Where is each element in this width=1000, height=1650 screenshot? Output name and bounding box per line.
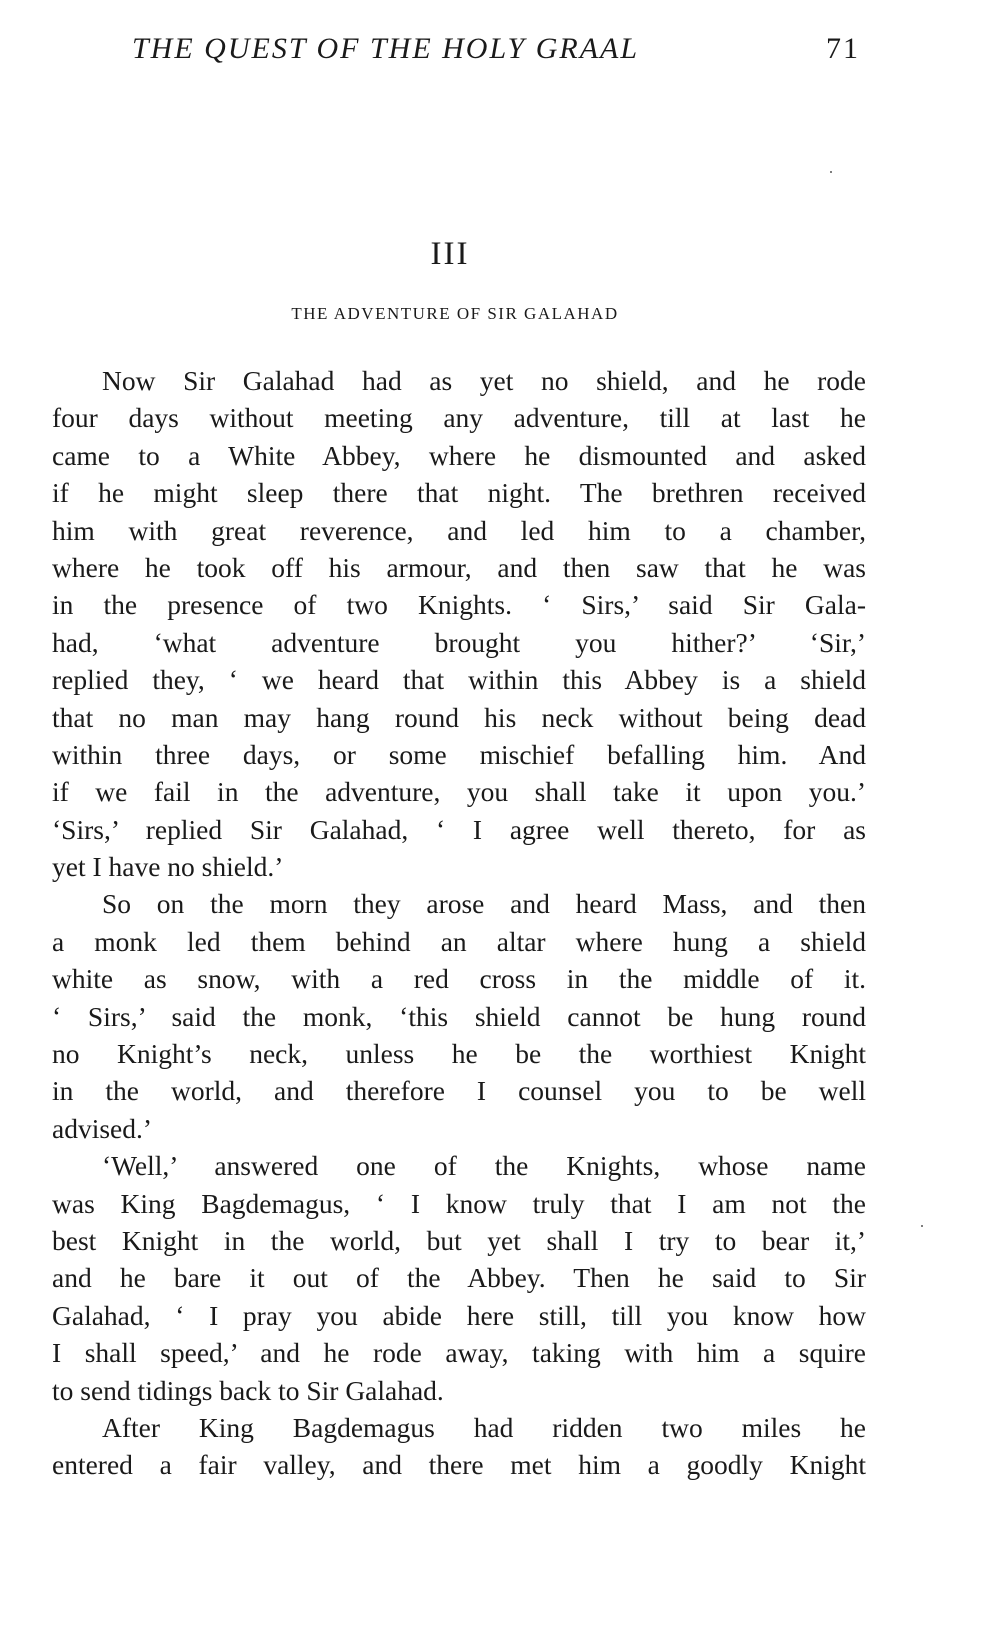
text-line: in the world, and therefore I counsel you to be well [52, 1075, 866, 1107]
text-line: that no man may hang round his neck without being dead [52, 701, 866, 733]
text-line: to send tidings back to Sir Galahad. [52, 1374, 444, 1406]
chapter-numeral: III [430, 236, 470, 272]
text-line: within three days, or some mischief befalling him. And [52, 738, 866, 770]
print-speck [921, 1225, 923, 1227]
text-line: best Knight in the world, but yet shall I try to bear it,’ [52, 1224, 866, 1256]
text-line: was King Bagdemagus, ‘ I know truly that I am not the [52, 1187, 866, 1219]
text-line: I shall speed,’ and he rode away, taking with him a squire [52, 1337, 866, 1369]
text-line: So on the morn they arose and heard Mass, and then [102, 888, 866, 920]
text-line: where he took off his armour, and then saw that he was [52, 551, 866, 583]
text-line: entered a fair valley, and there met him a goodly Knight [52, 1449, 866, 1481]
text-line: Galahad, ‘ I pray you abide here still, till you know how [52, 1299, 866, 1331]
running-title: THE QUEST OF THE HOLY GRAAL [132, 32, 640, 65]
body-text [52, 362, 866, 1484]
text-line: a monk led them behind an altar where hung a shield [52, 925, 866, 957]
text-line: four days without meeting any adventure, till at last he [52, 402, 866, 434]
text-line: had, ‘what adventure brought you hither?’ ‘Sir,’ [52, 626, 866, 658]
text-line: white as snow, with a red cross in the middle of it. [52, 963, 866, 995]
text-line: replied they, ‘ we heard that within this Abbey is a shield [52, 664, 866, 696]
text-line: him with great reverence, and led him to a chamber, [52, 514, 866, 546]
text-line: Now Sir Galahad had as yet no shield, and he rode [102, 365, 866, 396]
text-line: in the presence of two Knights. ‘ Sirs,’ said Sir Gala- [52, 589, 866, 621]
text-line: advised.’ [52, 1112, 153, 1144]
text-line: ‘Well,’ answered one of the Knights, whose name [102, 1150, 866, 1182]
text-line: no Knight’s neck, unless he be the worthiest Knight [52, 1038, 866, 1070]
text-line: and he bare it out of the Abbey. Then he said to Sir [52, 1262, 866, 1294]
chapter-title: THE ADVENTURE OF SIR GALAHAD [291, 304, 619, 323]
text-line: yet I have no shield.’ [52, 851, 284, 883]
text-line: if he might sleep there that night. The brethren received [52, 477, 866, 509]
text-line: ‘Sirs,’ replied Sir Galahad, ‘ I agree well thereto, for as [52, 813, 866, 845]
running-head [120, 32, 860, 76]
text-line: if we fail in the adventure, you shall take it upon you.’ [52, 776, 866, 808]
page-number: 71 [826, 32, 860, 65]
print-speck [830, 171, 832, 173]
text-line: ‘ Sirs,’ said the monk, ‘this shield cannot be hung round [52, 1000, 866, 1032]
text-line: came to a White Abbey, where he dismounted and asked [52, 439, 866, 471]
text-line: After King Bagdemagus had ridden two miles he [102, 1411, 866, 1443]
